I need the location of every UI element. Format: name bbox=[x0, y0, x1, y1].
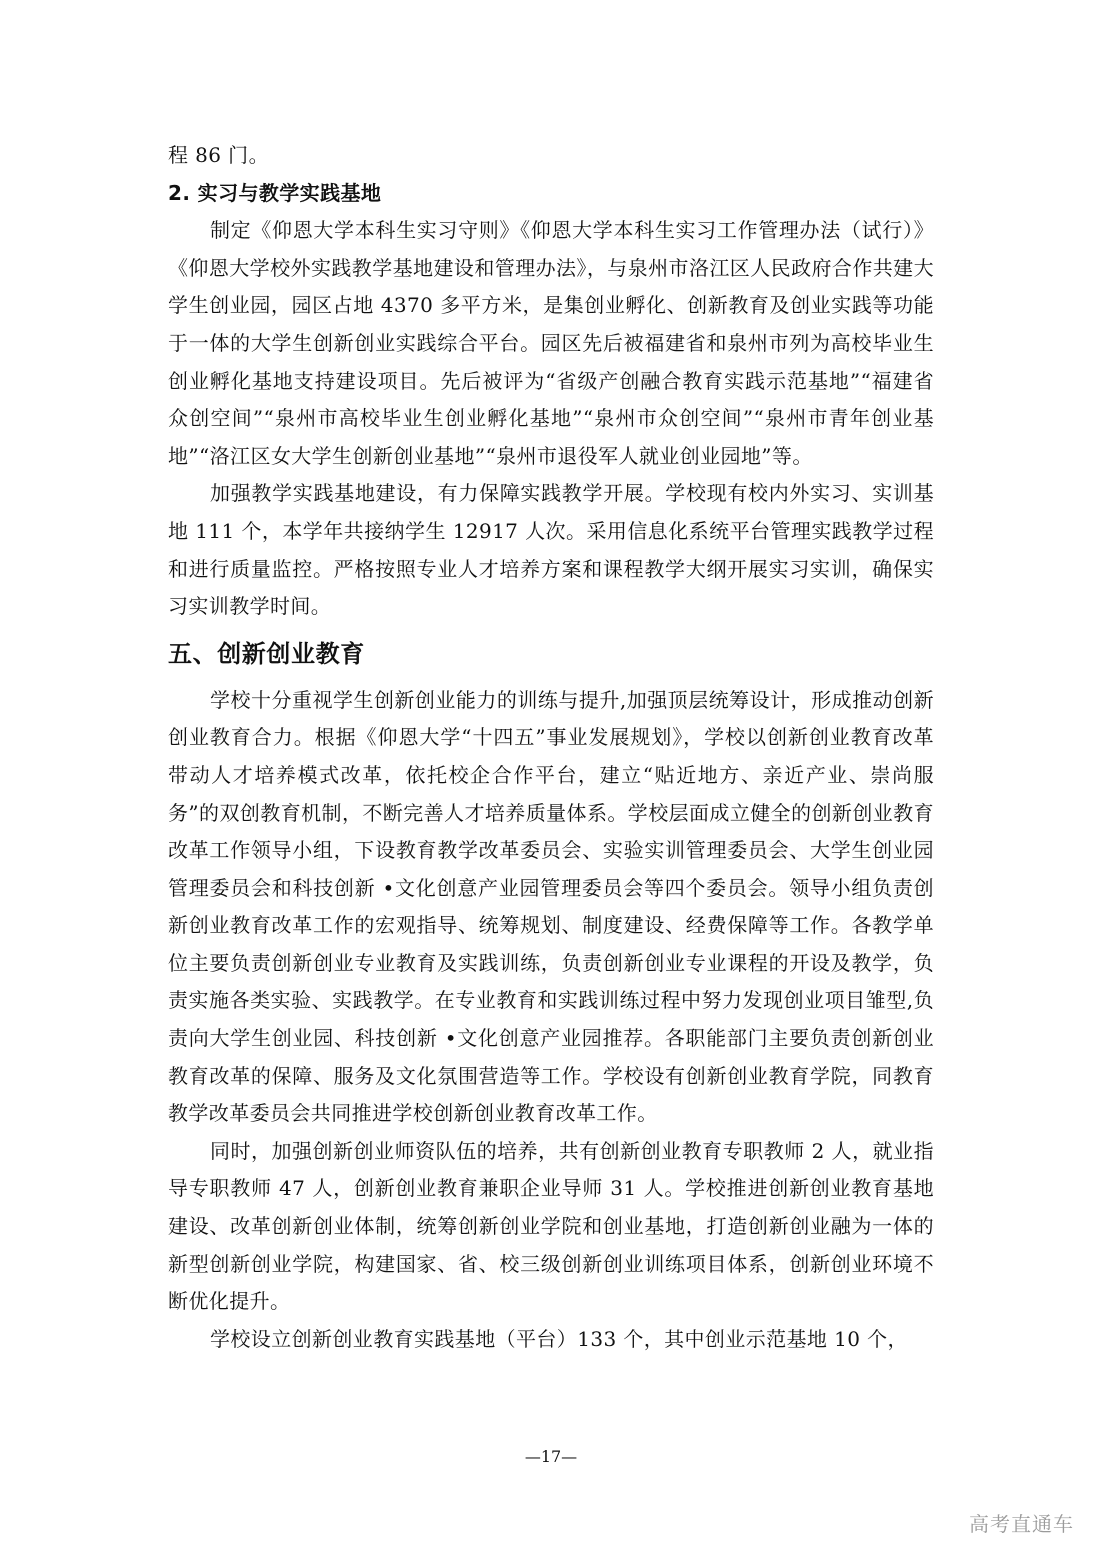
page-body bbox=[168, 137, 934, 1358]
page-number: —17— bbox=[524, 1447, 578, 1466]
paragraph-practice-bases: 加强教学实践基地建设，有力保障实践教学开展。学校现有校内外实习、实训基地 111 个，本学年共接纳学生 12917 人次。采用信息化系统平台管理实践教学过程和进行质量监控。严格按照专业人才培养方案和课程教学大纲开展实习实训，确保实习实训教学时间。 bbox=[168, 481, 934, 619]
section-subheading: 2. 实习与教学实践基地 bbox=[168, 180, 382, 205]
paragraph-faculty-team: 同时，加强创新创业师资队伍的培养，共有创新创业教育专职教师 2 人，就业指导专职教师 47 人，创新创业教育兼职企业导师 31 人。学校推进创新创业教育基地建设、改革创新创业体制，统筹创新创业学院和创业基地，打造创新创业融为一体的新型创新创业学院，构建国家、省、校三级创新创业训练项目体系，创新创业环境不断优化提升。 bbox=[168, 1138, 934, 1314]
paragraph-internship-rules: 制定《仰恩大学本科生实习守则》《仰恩大学本科生实习工作管理办法（试行）》《仰恩大学校外实践教学基地建设和管理办法》，与泉州市洛江区人民政府合作共建大学生创业园，园区占地 4370 多平方米，是集创业孵化、创新教育及创业实践等功能于一体的大学生创新创业实践综合平台。园区先后被福建省和泉州市列为高校毕业生创业孵化基地支持建设项目。先后被评为“省级产创融合教育实践示范基地”“福建省众创空间”“泉州市高校毕业生创业孵化基地”“泉州市众创空间”“泉州市青年创业基地”“洛江区女大学生创新创业基地”“泉州市退役军人就业创业园地”等。 bbox=[168, 218, 934, 468]
section-heading: 五、创新创业教育 bbox=[168, 639, 365, 668]
paragraph-practice-platforms: 学校设立创新创业教育实践基地（平台）133 个，其中创业示范基地 10 个， bbox=[210, 1326, 908, 1351]
paragraph-continuation: 程 86 门。 bbox=[168, 143, 269, 167]
paragraph-innovation-education: 学校十分重视学生创新创业能力的训练与提升,加强顶层统筹设计，形成推动创新创业教育合力。根据《仰恩大学“十四五”事业发展规划》，学校以创新创业教育改革带动人才培养模式改革，依托校企合作平台，建立“贴近地方、亲近产业、崇尚服务”的双创教育机制，不断完善人才培养质量体系。学校层面成立健全的创新创业教育改革工作领导小组，下设教育教学改革委员会、实验实训管理委员会、大学生创业园管理委员会和科技创新 •文化创意产业园管理委员会等四个委员会。领导小组负责创新创业教育改革工作的宏观指导、统筹规划、制度建设、经费保障等工作。各教学单位主要负责创新创业专业教育及实践训练，负责创新创业专业课程的开设及教学，负责实施各类实验、实践教学。在专业教育和实践训练过程中努力发现创业项目雏型,负责向大学生创业园、科技创新 •文化创意产业园推荐。各职能部门主要负责创新创业教育改革的保障、服务及文化氛围营造等工作。学校设有创新创业教育学院，同教育教学改革委员会共同推进学校创新创业教育改革工作。 bbox=[168, 687, 934, 1126]
watermark: 高考直通车 bbox=[969, 1512, 1074, 1536]
